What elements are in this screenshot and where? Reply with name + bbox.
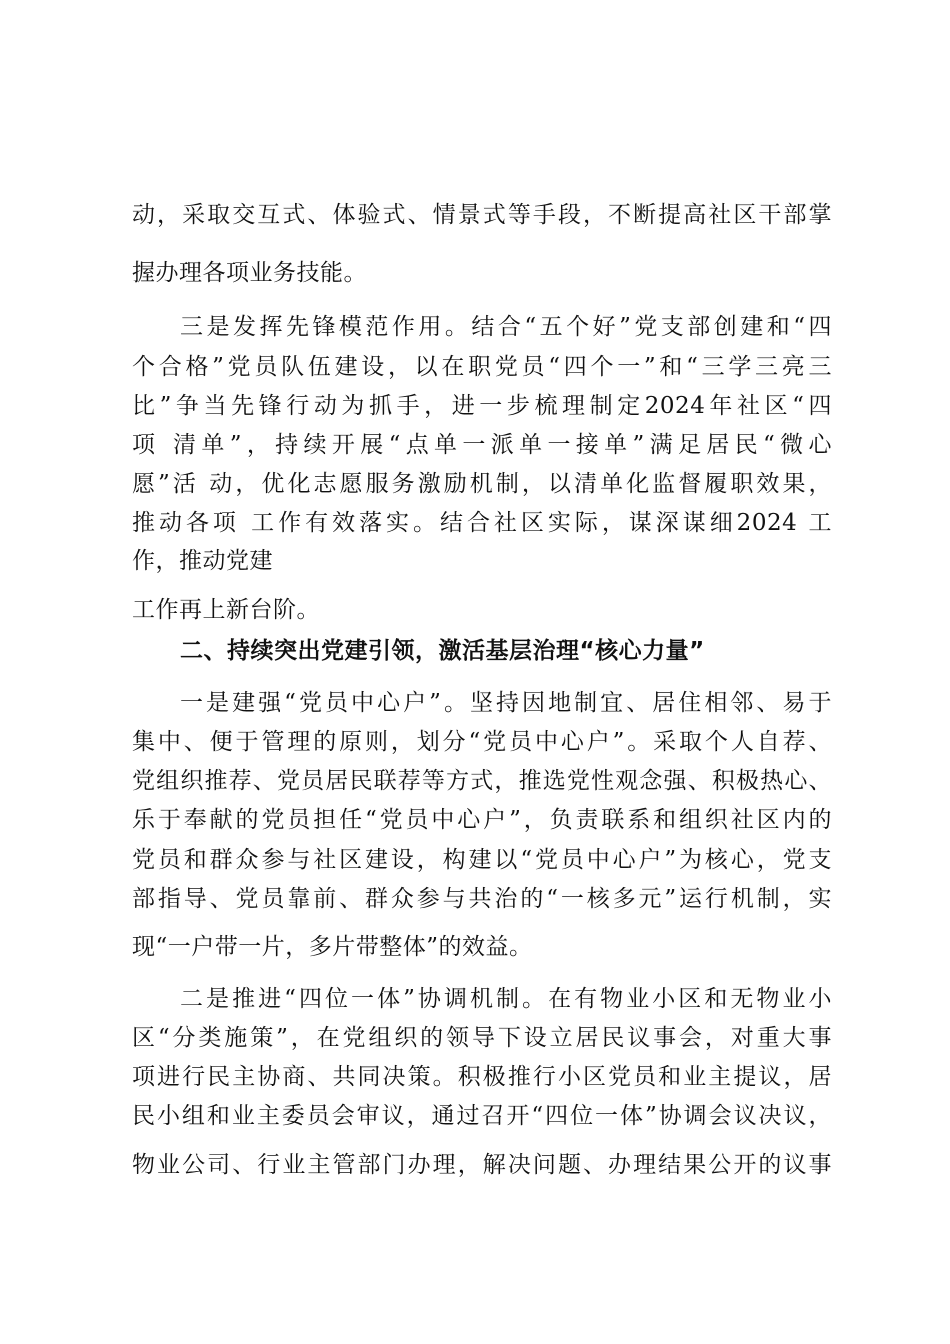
paragraph-three-start: 三是发挥先锋模范作用。结合“五个好”党支部创建和“四 — [180, 314, 832, 340]
text-line: 愿”活 动，优化志愿服务激励机制，以清单化监督履职效果， — [132, 471, 832, 497]
paragraph-two-start: 二是推进“四位一体”协调机制。在有物业小区和无物业小 — [180, 986, 832, 1012]
text-line: 握办理各项业务技能。 — [132, 260, 367, 286]
text-line: 作，推动党建 — [132, 548, 273, 574]
text-line: 区“分类施策”，在党组织的领导下设立居民议事会，对重大事 — [132, 1025, 832, 1051]
text-line: 工作再上新台阶。 — [132, 597, 320, 623]
text-line: 党员和群众参与社区建设，构建以“党员中心户”为核心，党支 — [132, 847, 832, 873]
text-line: 物业公司、行业主管部门办理，解决问题、办理结果公开的议事 — [132, 1152, 832, 1178]
text-line: 党组织推荐、党员居民联荐等方式，推选党性观念强、积极热心、 — [132, 768, 832, 794]
text-line: 民小组和业主委员会审议，通过召开“四位一体”协调会议决议， — [132, 1103, 832, 1129]
paragraph-one-start: 一是建强“党员中心户”。坚持因地制宜、居住相邻、易于 — [180, 690, 832, 716]
section-heading: 二、持续突出党建引领，激活基层治理“核心力量” — [180, 638, 705, 664]
text-line: 乐于奉献的党员担任“党员中心户”，负责联系和组织社区内的 — [132, 807, 832, 833]
text-line: 部指导、党员靠前、群众参与共治的“一核多元”运行机制，实 — [132, 886, 832, 912]
text-line: 个合格”党员队伍建设，以在职党员“四个一”和“三学三亮三 — [132, 354, 832, 380]
text-line: 项进行民主协商、共同决策。积极推行小区党员和业主提议，居 — [132, 1064, 832, 1090]
text-line: 动，采取交互式、体验式、情景式等手段，不断提高社区干部掌 — [132, 202, 832, 228]
text-line: 项 清单”，持续开展“点单一派单一接单”满足居民“微心 — [132, 432, 832, 458]
text-line: 推动各项 工作有效落实。结合社区实际，谋深谋细2024 工 — [132, 510, 832, 536]
text-line: 集中、便于管理的原则，划分“党员中心户”。采取个人自荐、 — [132, 729, 832, 755]
text-line: 比”争当先锋行动为抓手，进一步梳理制定2024年社区“四 — [132, 393, 832, 419]
text-line: 现“一户带一片，多片带整体”的效益。 — [132, 934, 533, 960]
